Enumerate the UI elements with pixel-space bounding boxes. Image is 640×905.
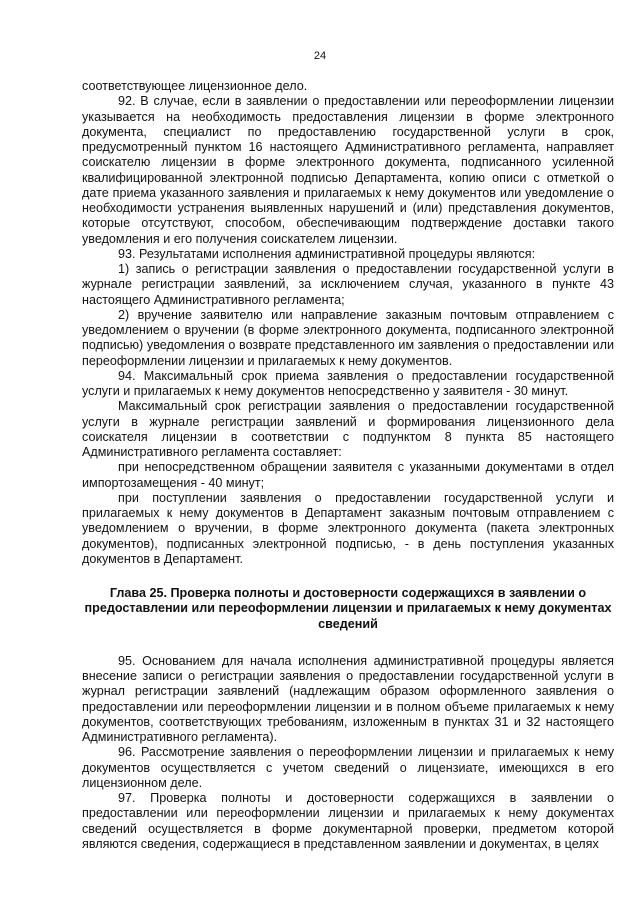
- paragraph-95: 95. Основанием для начала исполнения административной процедуры является внесение записи о регистрации заявления о предоставлении государственной услуги в журнал регистрации заявлений (надлежащим образом оформленного заявления о предоставлении или переоформлении лицензии и в полном объеме прилагаемых к нему документов, соответствующих требованиям, изложенным в пунктах 31 и 32 настоящего Административного регламента).: [82, 653, 614, 745]
- paragraph-93: 93. Результатами исполнения административной процедуры являются:: [118, 246, 536, 261]
- paragraph-94-mail: при поступлении заявления о предоставлении государственной услуги и прилагаемых к нему документов в Департамент заказным почтовым отправлением с уведомлением о вручении, в форме электронного документа (пакета электронных документов), подписанных электронной подписью, - в день поступления указанных документов в Департамент.: [82, 490, 614, 566]
- paragraph-97: 97. Проверка полноты и достоверности содержащихся в заявлении о предоставлении или переоформлении лицензии и прилагаемых к нему документах сведений осуществляется в форме документарной проверки, предметом которой являются сведения, содержащиеся в представленном заявлении и документах, в целях: [82, 791, 614, 851]
- paragraph-94-registration: Максимальный срок регистрации заявления о предоставлении государственной услуги в журнале регистрации заявлений и формирования лицензионного дела соискателя лицензии в соответствии с подпунктом 8 пункта 85 настоящего Административного регламента составляет:: [82, 399, 614, 459]
- paragraph-93-item-2: 2) вручение заявителю или направление заказным почтовым отправлением с уведомлением о вручении (в форме электронного документа, подписанного электронной подписью) уведомления о возврате представленного им заявления о предоставлении или переоформлении лицензии и прилагаемых к нему документов.: [82, 307, 614, 368]
- page-number: 24: [313, 50, 327, 62]
- paragraph: соответствующее лицензионное дело.: [82, 79, 308, 93]
- paragraph-92: 92. В случае, если в заявлении о предоставлении или переоформлении лицензии указывается на необходимость предоставления лицензии в форме электронного документа, специалист по предоставлению государственной услуги в срок, предусмотренный пунктом 16 настоящего Административного регламента, направляет соискателю лицензии в форме электронного документа, подписанного усиленной квалифицированной электронной подписью Департамента, копию описи с отметкой о дате приема указанного заявления и прилагаемых к нему документов или уведомление о необходимости устранения выявленных нарушений и (или) представления документов, которые отсутствуют, способом, обеспечивающим подтверждение доставки такого уведомления и его получения соискателем лицензии.: [82, 94, 614, 246]
- paragraph-96: 96. Рассмотрение заявления о переоформлении лицензии и прилагаемых к нему документов осуществляется с учетом сведений о лицензиате, имеющихся в его лицензионном деле.: [82, 745, 614, 790]
- paragraph-94-direct: при непосредственном обращении заявителя с указанными документами в отдел импортозамещения - 40 минут;: [82, 460, 614, 490]
- document-body: [82, 79, 614, 852]
- paragraph-93-item-1: 1) запись о регистрации заявления о предоставлении государственной услуги в журнале регистрации заявлений, за исключением случая, указанного в пункте 43 настоящего Административного регламента;: [82, 262, 614, 307]
- chapter-heading: Глава 25. Проверка полноты и достоверности содержащихся в заявлении о предоставлении или переоформлении лицензии и прилагаемых к нему документах сведений: [84, 586, 612, 631]
- paragraph-94: 94. Максимальный срок приема заявления о предоставлении государственной услуги и прилагаемых к нему документов непосредственно у заявителя - 30 минут.: [82, 368, 614, 398]
